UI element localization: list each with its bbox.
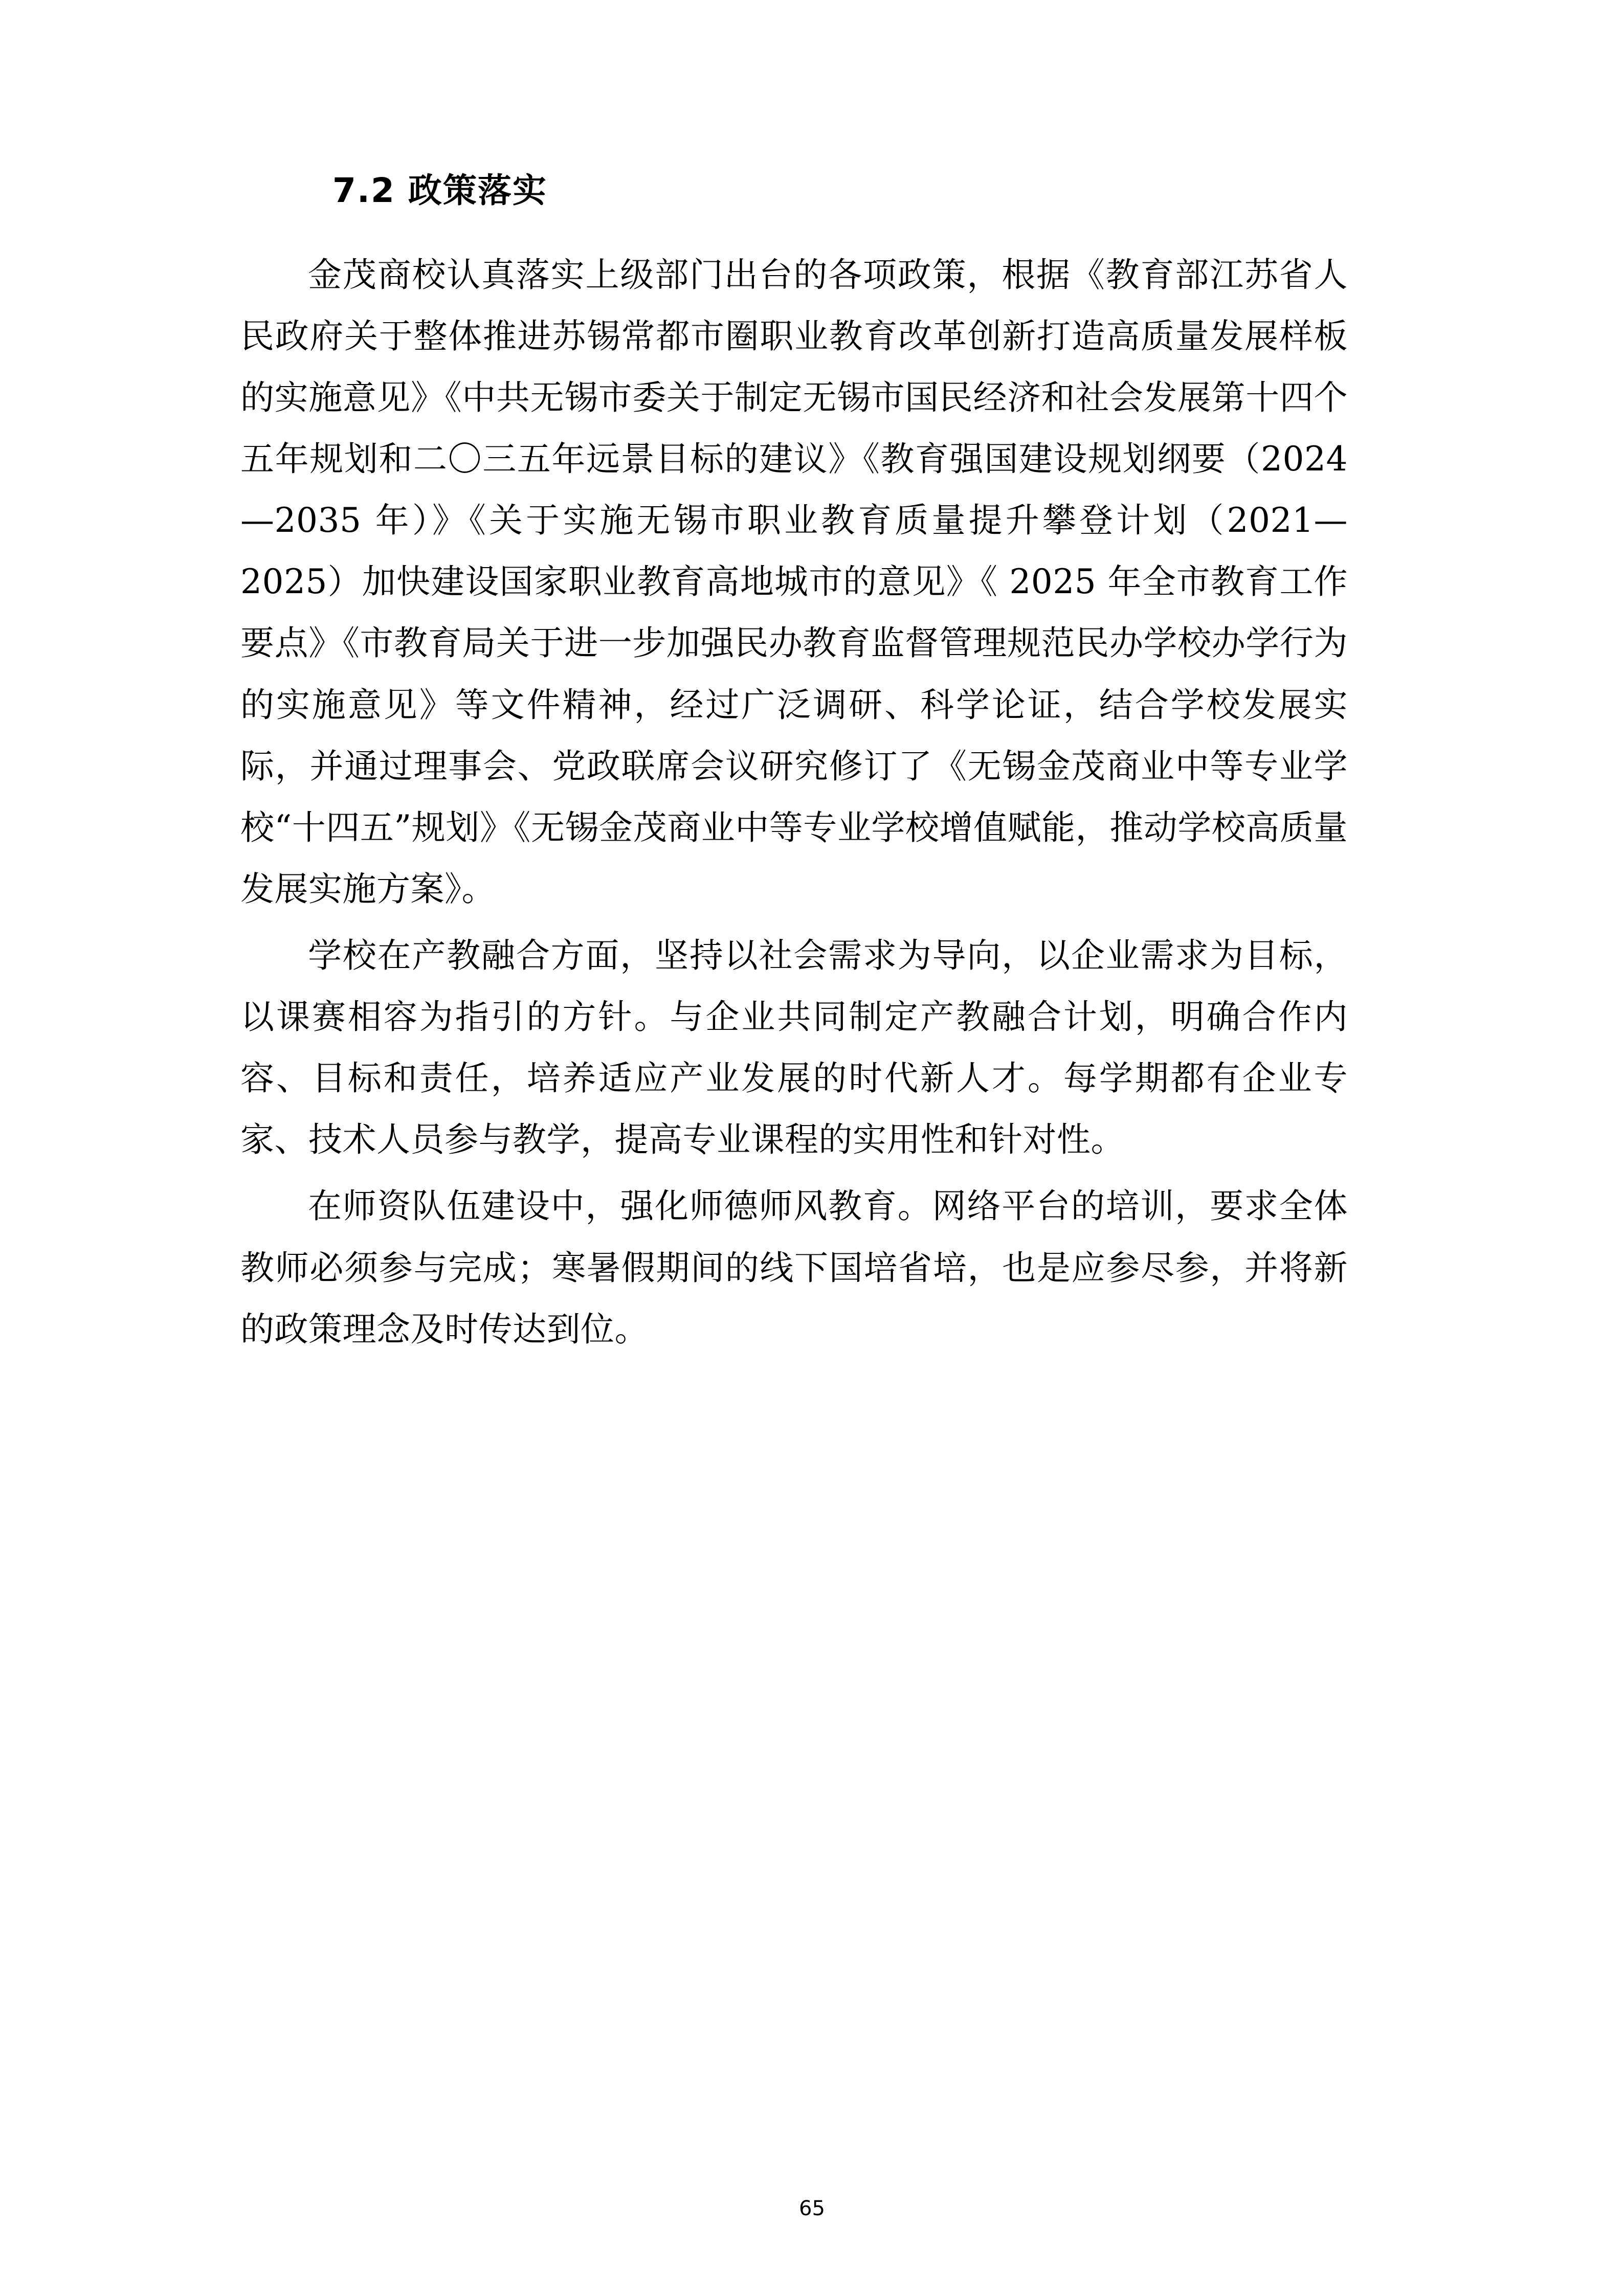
paragraph-policy-implementation: 金茂商校认真落实上级部门出台的各项政策，根据《教育部江苏省人民政府关于整体推进苏锡常都市圈职业教育改革创新打造高质量发展样板的实施意见》《中共无锡市委关于制定无锡市国民经济和社会发展第十四个五年规划和二〇三五年远景目标的建议》《教育强国建设规划纲要（2024—2035 年）》《关于实施无锡市职业教育质量提升攀登计划（2021—2025）加快建设国家职业教育高地城市的意见》《 2025 年全市教育工作要点》《市教育局关于进一步加强民办教育监督管理规范民办学校办学行为的实施意见》等文件精神，经过广泛调研、科学论证，结合学校发展实际，并通过理事会、党政联席会议研究修订了《无锡金茂商业中等专业学校“十四五”规划》《无锡金茂商业中等专业学校增值赋能，推动学校高质量发展实施方案》。	[240, 255, 1348, 909]
section-heading: 7.2 政策落实	[332, 171, 547, 210]
paragraph-industry-education-integration: 学校在产教融合方面，坚持以社会需求为导向，以企业需求为目标，以课赛相容为指引的方针。与企业共同制定产教融合计划，明确合作内容、目标和责任，培养适应产业发展的时代新人才。每学期都有企业专家、技术人员参与教学，提高专业课程的实用性和针对性。	[240, 936, 1348, 1160]
paragraph-teacher-team-building: 在师资队伍建设中，强化师德师风教育。网络平台的培训，要求全体教师必须参与完成；寒暑假期间的线下国培省培，也是应参尽参，并将新的政策理念及时传达到位。	[240, 1186, 1348, 1349]
page-number: 65	[799, 2197, 825, 2220]
